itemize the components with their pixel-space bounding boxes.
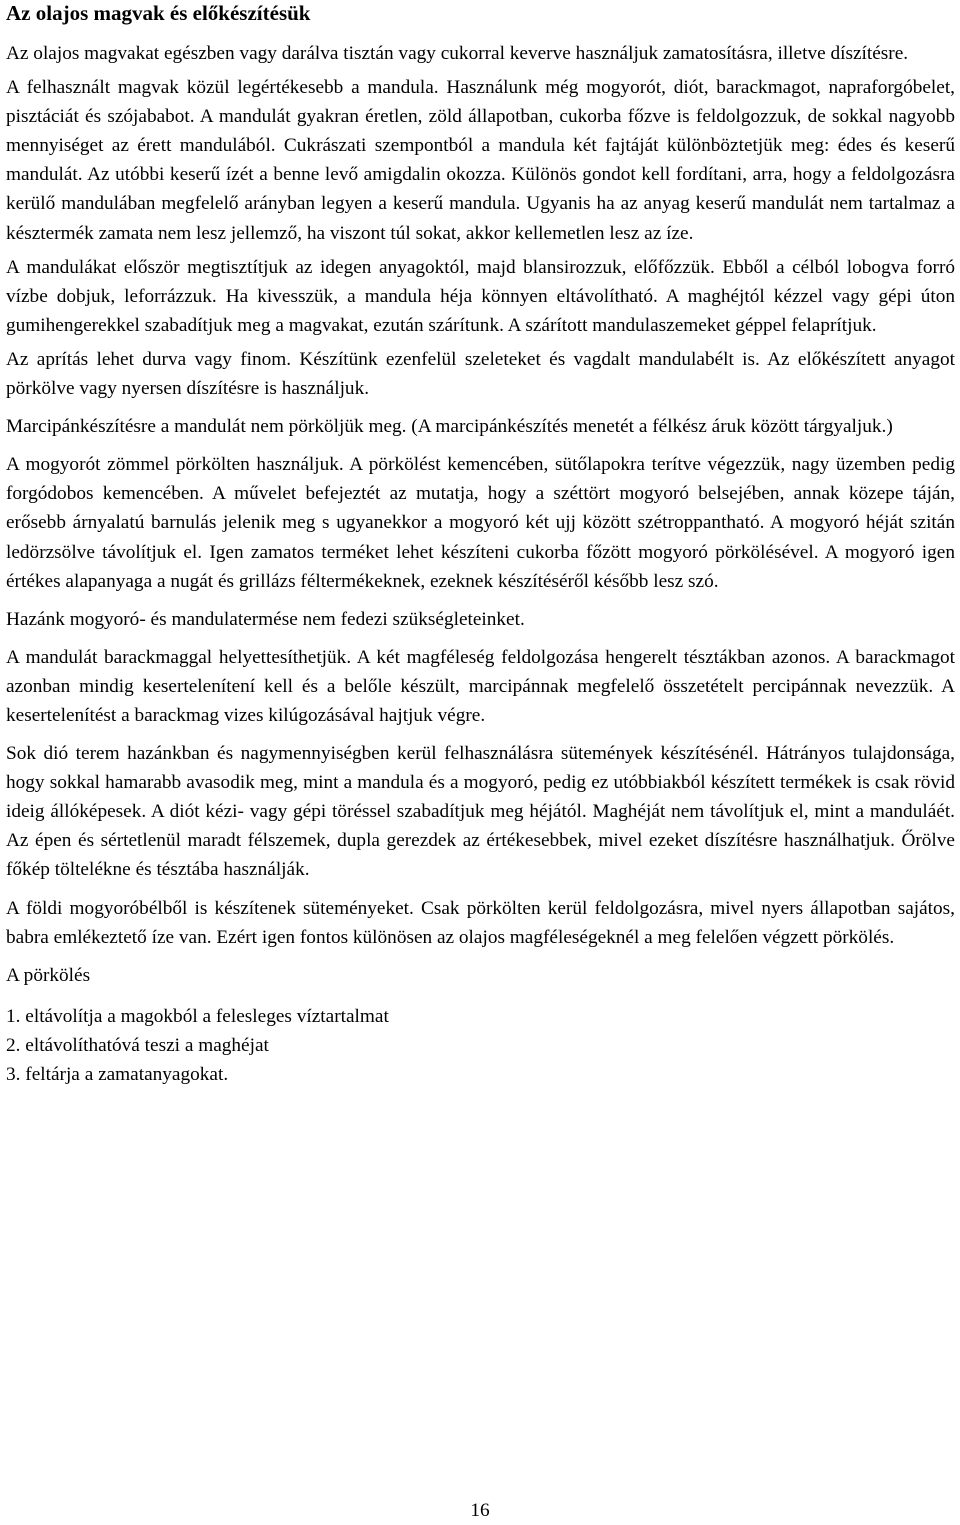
section-heading: Az olajos magvak és előkészítésük	[6, 1, 311, 25]
document-page	[6, 0, 955, 1089]
paragraph-peanut: A földi mogyoróbélből is készítenek süteményeket. Csak pörkölten kerül feldolgozásra, mivel nyers állapotban sajátos, babra emlékeztető íze van. Ezért igen fontos különösen az olajos magféleségeknél a meg felelően végzett pörkölés.	[6, 897, 955, 948]
paragraph-roasting-title: A pörkölés	[6, 964, 91, 986]
page-number: 16	[470, 1500, 490, 1521]
paragraph-grinding: Az aprítás lehet durva vagy finom. Készítünk ezenfelül szeleteket és vagdalt mandulabélt is. Az előkészített anyagot pörkölve vagy nyersen díszítésre is használjuk.	[6, 348, 955, 400]
paragraph-hazelnut: A mogyorót zömmel pörkölten használjuk. A pörkölést kemencében, sütőlapokra terítve végezzük, nagy üzemben pedig forgódobos kemencében. A művelet befejeztét az mutatja, hogy a széttört mogyoró belsejében, annak közepe táján, erősebb árnyalatú barnulás jelenik meg s ugyanekkor a mogyoró két ujj között szétroppantható. A mogyoró héját szitán ledörzsölve távolítjuk el. Igen zamatos terméket lehet készíteni cukorba főzött mogyoró pörkölésével. A mogyoró igen értékes alapanyaga a nugát és grillázs féltermékeknek, ezeknek készítéséről később lesz szó.	[6, 454, 955, 592]
paragraph-almond-processing: A mandulákat először megtisztítjuk az idegen anyagoktól, majd blansirozzuk, előfőzzük. Ebből a célból lobogva forró vízbe dobjuk, leforrázzuk. Ha kivesszük, a mandula héja könnyen eltávolítható. A maghéjtól kézzel vagy gépi úton gumihengerekkel szabadítjuk meg a magvakat, ezután szárítunk. A szárított mandulaszemeket géppel felaprítjuk.	[6, 256, 955, 336]
list-item: 2. eltávolíthatóvá teszi a maghéjat	[6, 1034, 269, 1056]
paragraph-walnut: Sok dió terem hazánkban és nagymennyiségben kerül felhasználásra sütemények készítésénél. Hátrányos tulajdonsága, hogy sokkal hamarabb avasodik meg, mint a mandula és a mogyoró, pedig ez utóbbiakból készített termékek is csak rövid ideig állóképesek. A diót kézi- vagy gépi töréssel szabadítjuk meg héjától. Maghéját nem távolítjuk el, mint a manduláét. Az épen és sértetlenül maradt félszemek, dupla gerezdek az értékesebbek, mivel ezeket díszítésre használhatjuk. Őrölve főkép töltelékne és tésztába használják.	[6, 743, 955, 881]
paragraph-apricot-kernel: A mandulát barackmaggal helyettesíthetjük. A két magféleség feldolgozása hengerelt tésztákban azonos. A barackmagot azonban mindig kesertelenítení kell és a belőle készült, marcipánnak megfelelő összetételt percipánnak nevezzük. A kesertelenítést a barackmag vizes kilúgozásával hajtjuk végre.	[6, 646, 955, 726]
paragraph-marzipan: Marcipánkészítésre a mandulát nem pörköljük meg. (A marcipánkészítés menetét a félkész áruk között tárgyaljuk.)	[6, 416, 893, 438]
list-item: 1. eltávolítja a magokból a felesleges víztartalmat	[6, 1005, 389, 1027]
paragraph-intro: Az olajos magvakat egészben vagy darálva tisztán vagy cukorral keverve használjuk zamatosításra, illetve díszítésre.	[6, 43, 909, 64]
list-item: 3. feltárja a zamatanyagokat.	[6, 1064, 229, 1085]
paragraph-almond: A felhasznált magvak közül legértékesebb a mandula. Használunk még mogyorót, diót, barackmagot, napraforgóbelet, pisztáciát és szójababot. A mandulát gyakran éretlen, zöld állapotban, cukorba főzve is feldolgozzuk, de sokkal nagyobb mennyiséget az érett mandulából. Cukrászati szempontból a mandula két fajtáját különböztetjük meg: édes és keserű mandulát. Az utóbbi keserű ízét a benne levő amigdalin okozza. Különös gondot kell fordítani, arra, hogy a feldolgozásra kerülő mandulában megfelelő arányban legyen a keserű mandula. Ugyanis ha az anyag keserű mandulát nem tartalmaz a késztermék zamata nem lesz jellemző, ha viszont túl sokat, akkor kellemetlen lesz az íze.	[6, 77, 955, 244]
roasting-effects-list	[6, 1002, 955, 1089]
paragraph-harvest: Hazánk mogyoró- és mandulatermése nem fedezi szükségleteinket.	[6, 608, 525, 630]
